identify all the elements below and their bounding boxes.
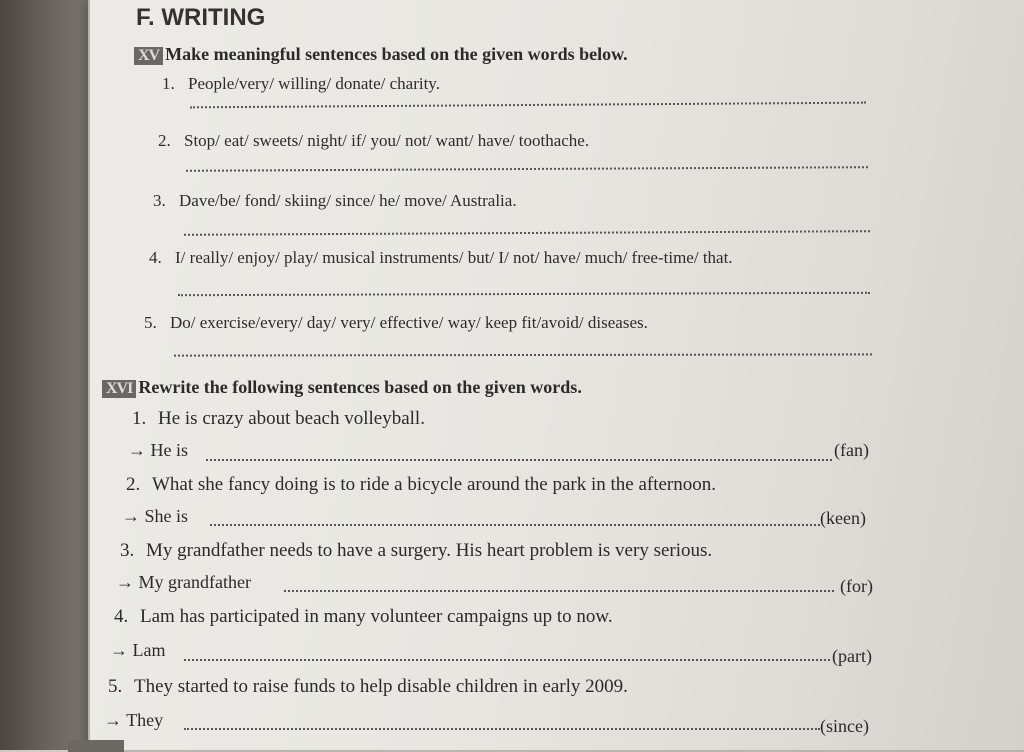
- xvi-answer-2: [122, 506, 188, 527]
- arrow-icon: →: [116, 572, 134, 592]
- xvi-answer-4-start: Lam: [132, 640, 166, 660]
- xvi-answer-5-start: They: [126, 710, 164, 730]
- xvi-answer-line-4[interactable]: [184, 659, 830, 661]
- xv-item-5-text: Do/ exercise/every/ day/ very/ effective/ way/ keep fit/avoid/ diseases.: [170, 313, 648, 332]
- xvi-item-4: 4. Lam has participated in many volunteer campaigns up to now.: [114, 606, 613, 627]
- xvi-item-4-text: Lam has participated in many volunteer campaigns up to now.: [140, 606, 613, 627]
- arrow-icon: →: [128, 440, 146, 460]
- xvi-hint-4: (part): [832, 646, 872, 666]
- xvi-answer-3-start: My grandfather: [138, 572, 251, 592]
- exercise-xv-badge: XV: [134, 47, 163, 65]
- xv-item-1-text: People/very/ willing/ donate/ charity.: [188, 74, 440, 93]
- xvi-item-1-text: He is crazy about beach volleyball.: [158, 408, 425, 429]
- xv-item-4-text: I/ really/ enjoy/ play/ musical instruments/ but/ I/ not/ have/ much/ free-time/ that.: [175, 248, 733, 267]
- exercise-xv-instruction: Make meaningful sentences based on the given words below.: [165, 44, 628, 64]
- xvi-item-3-text: My grandfather needs to have a surgery. His heart problem is very serious.: [146, 540, 713, 561]
- arrow-icon: →: [122, 506, 140, 526]
- xvi-answer-line-1[interactable]: [206, 459, 832, 461]
- arrow-icon: →: [110, 640, 128, 660]
- xv-item-4: 4. I/ really/ enjoy/ play/ musical instruments/ but/ I/ not/ have/ much/ free-time/ that.: [149, 248, 733, 267]
- xvi-item-5-text: They started to raise funds to help disable children in early 2009.: [134, 676, 628, 697]
- xvi-answer-line-5[interactable]: [184, 728, 820, 730]
- xvi-hint-3: (for): [840, 576, 873, 596]
- xvi-answer-1: [128, 440, 188, 461]
- xvi-hint-1: (fan): [834, 440, 869, 460]
- exercise-xvi-title: [102, 377, 582, 398]
- xvi-answer-5: [104, 710, 163, 731]
- xvi-answer-3: [116, 572, 251, 593]
- xvi-answer-4: [110, 640, 166, 661]
- xvi-answer-line-3[interactable]: [284, 590, 834, 592]
- xvi-item-5: 5. They started to raise funds to help disable children in early 2009.: [108, 676, 628, 697]
- xvi-item-3: 3. My grandfather needs to have a surgery. His heart problem is very serious.: [120, 540, 713, 561]
- xvi-answer-line-2[interactable]: [210, 524, 820, 526]
- xv-item-1: 1. People/very/ willing/ donate/ charity.: [162, 74, 440, 93]
- xvi-answer-2-start: She is: [144, 506, 189, 526]
- exercise-xvi-instruction: Rewrite the following sentences based on the given words.: [138, 377, 582, 397]
- arrow-icon: →: [104, 710, 122, 730]
- exercise-xv-title: [134, 44, 628, 65]
- xv-item-5: 5. Do/ exercise/every/ day/ very/ effective/ way/ keep fit/avoid/ diseases.: [144, 313, 648, 332]
- xv-item-2: 2. Stop/ eat/ sweets/ night/ if/ you/ not/ want/ have/ toothache.: [158, 131, 590, 150]
- exercise-xvi-badge: XVI: [102, 380, 136, 398]
- xv-item-3-text: Dave/be/ fond/ skiing/ since/ he/ move/ Australia.: [179, 191, 517, 210]
- xvi-item-2: 2. What she fancy doing is to ride a bicycle around the park in the afternoon.: [126, 474, 716, 495]
- xvi-hint-5: (since): [820, 716, 869, 736]
- xv-item-3: 3. Dave/be/ fond/ skiing/ since/ he/ move/ Australia.: [153, 191, 517, 210]
- xv-item-2-text: Stop/ eat/ sweets/ night/ if/ you/ not/ want/ have/ toothache.: [184, 131, 590, 150]
- xvi-answer-1-start: He is: [150, 440, 188, 460]
- next-exercise-badge: [68, 740, 124, 752]
- xvi-item-1: 1. He is crazy about beach volleyball.: [132, 408, 425, 429]
- book-page: [88, 0, 1024, 750]
- xvi-item-2-text: What she fancy doing is to ride a bicycle around the park in the afternoon.: [152, 474, 716, 495]
- xvi-hint-2: (keen): [820, 508, 866, 528]
- section-heading: F. WRITING: [136, 4, 266, 31]
